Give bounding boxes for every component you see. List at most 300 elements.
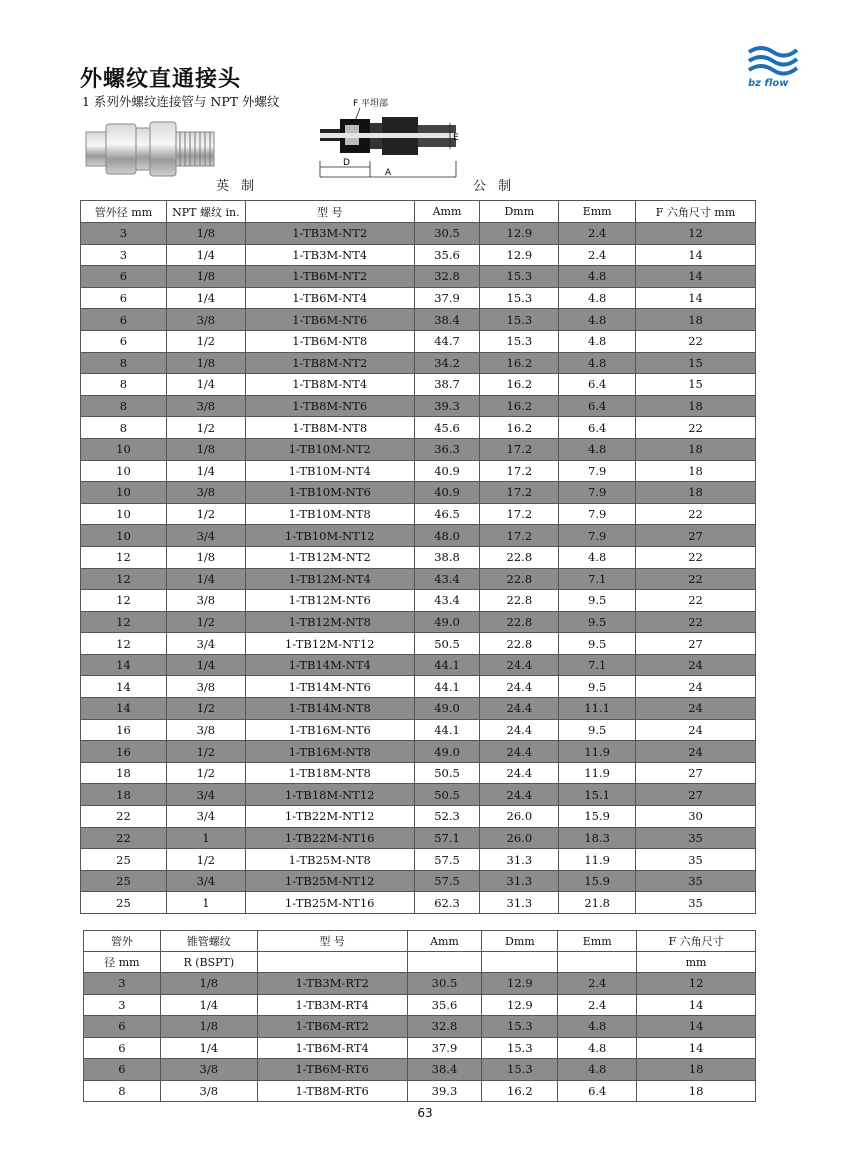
table-row: [81, 568, 756, 590]
table-cell: 1-TB3M-RT4: [257, 994, 407, 1016]
table-cell: 22.8: [480, 590, 559, 612]
table-cell: 14: [637, 994, 756, 1016]
table-cell: 4.8: [559, 438, 636, 460]
table-cell: 22: [636, 417, 756, 439]
table-cell: 39.3: [414, 395, 480, 417]
table-cell: 25: [81, 870, 167, 892]
table-cell: 44.1: [414, 676, 480, 698]
table-row: [81, 611, 756, 633]
table-cell: 1-TB8M-NT4: [245, 374, 414, 396]
table-cell: 1-TB22M-NT12: [245, 806, 414, 828]
table-cell: 14: [81, 654, 167, 676]
table-cell: 1-TB6M-RT6: [257, 1059, 407, 1081]
table-cell: 22.8: [480, 546, 559, 568]
table-cell: 22: [81, 827, 167, 849]
table-cell: 12: [81, 611, 167, 633]
table-cell: 49.0: [414, 741, 480, 763]
table-row: [81, 784, 756, 806]
table-cell: 1/4: [160, 1037, 257, 1059]
column-header: 管外: [84, 931, 161, 952]
table-cell: 14: [636, 266, 756, 288]
table-cell: 22: [636, 546, 756, 568]
table-cell: 38.4: [414, 309, 480, 331]
table-cell: 48.0: [414, 525, 480, 547]
table-cell: 3/8: [166, 590, 245, 612]
table-cell: 32.8: [414, 266, 480, 288]
table-cell: 1/2: [166, 330, 245, 352]
table-cell: 18: [636, 309, 756, 331]
table-cell: 44.1: [414, 719, 480, 741]
table-cell: 12.9: [480, 244, 559, 266]
table-cell: 15.9: [559, 870, 636, 892]
table-cell: 9.5: [559, 590, 636, 612]
table-cell: 35: [636, 870, 756, 892]
column-header: [407, 952, 482, 973]
table-cell: 37.9: [414, 287, 480, 309]
table-cell: 1/8: [166, 223, 245, 245]
table-cell: 1-TB22M-NT16: [245, 827, 414, 849]
table-cell: 1/8: [166, 266, 245, 288]
table-row: [81, 892, 756, 914]
table-cell: 50.5: [414, 762, 480, 784]
table-cell: 24: [636, 698, 756, 720]
table-cell: 3/4: [166, 870, 245, 892]
table-cell: 1-TB6M-RT4: [257, 1037, 407, 1059]
table-row: [84, 994, 756, 1016]
table-cell: 1-TB8M-NT2: [245, 352, 414, 374]
table-cell: 1-TB12M-NT12: [245, 633, 414, 655]
table-cell: 25: [81, 849, 167, 871]
table-cell: 3: [84, 973, 161, 995]
diagram-label-d: D: [343, 158, 350, 168]
table-cell: 17.2: [480, 460, 559, 482]
table-cell: 15: [636, 352, 756, 374]
table-cell: 18: [81, 762, 167, 784]
table-cell: 18: [81, 784, 167, 806]
table-row: [81, 719, 756, 741]
table-cell: 14: [636, 287, 756, 309]
table-cell: 4.8: [559, 287, 636, 309]
table-cell: 22.8: [480, 568, 559, 590]
table-cell: 3/8: [166, 395, 245, 417]
table-cell: 1-TB25M-NT16: [245, 892, 414, 914]
table-row: [81, 827, 756, 849]
table-cell: 1/4: [166, 287, 245, 309]
table-cell: 24.4: [480, 741, 559, 763]
table-cell: 1-TB12M-NT4: [245, 568, 414, 590]
table-cell: 1: [166, 827, 245, 849]
table-cell: 22.8: [480, 611, 559, 633]
table-cell: 6: [84, 1016, 161, 1038]
table-cell: 1/4: [166, 568, 245, 590]
table-cell: 1: [166, 892, 245, 914]
table-cell: 4.8: [558, 1016, 637, 1038]
table-cell: 34.2: [414, 352, 480, 374]
table-cell: 1-TB10M-NT4: [245, 460, 414, 482]
table-cell: 11.9: [559, 741, 636, 763]
table-row: [81, 223, 756, 245]
table-cell: 1/8: [166, 546, 245, 568]
table-cell: 30.5: [407, 973, 482, 995]
column-header: 型 号: [245, 201, 414, 223]
table-cell: 12: [81, 568, 167, 590]
table-cell: 1-TB16M-NT8: [245, 741, 414, 763]
table-cell: 49.0: [414, 698, 480, 720]
table-cell: 1-TB6M-RT2: [257, 1016, 407, 1038]
table-cell: 7.9: [559, 460, 636, 482]
column-header: [482, 952, 558, 973]
table-cell: 11.9: [559, 762, 636, 784]
table-cell: 1-TB12M-NT8: [245, 611, 414, 633]
table-cell: 50.5: [414, 633, 480, 655]
table-cell: 1-TB16M-NT6: [245, 719, 414, 741]
table-cell: 57.5: [414, 870, 480, 892]
table-cell: 27: [636, 762, 756, 784]
table-cell: 6: [81, 309, 167, 331]
table-cell: 1/8: [160, 1016, 257, 1038]
logo-text: bz flow: [748, 78, 789, 89]
table-cell: 16: [81, 741, 167, 763]
table-cell: 18: [637, 1059, 756, 1081]
column-header: 管外径 mm: [81, 201, 167, 223]
table-cell: 12.9: [482, 994, 558, 1016]
table-cell: 38.4: [407, 1059, 482, 1081]
table-row: [81, 417, 756, 439]
table-cell: 21.8: [559, 892, 636, 914]
table-cell: 6.4: [559, 374, 636, 396]
table-cell: 8: [81, 395, 167, 417]
column-header: Dmm: [480, 201, 559, 223]
table-cell: 1-TB25M-NT8: [245, 849, 414, 871]
table-row: [84, 1059, 756, 1081]
table-cell: 17.2: [480, 525, 559, 547]
table-cell: 27: [636, 784, 756, 806]
table-cell: 46.5: [414, 503, 480, 525]
table-cell: 22: [636, 330, 756, 352]
table-cell: 15.3: [480, 287, 559, 309]
table-cell: 11.9: [559, 849, 636, 871]
table-cell: 14: [637, 1037, 756, 1059]
table-cell: 15.3: [480, 266, 559, 288]
table-cell: 1-TB25M-NT12: [245, 870, 414, 892]
table-cell: 36.3: [414, 438, 480, 460]
table-cell: 43.4: [414, 568, 480, 590]
table-header-row: [84, 931, 756, 952]
table-cell: 2.4: [559, 244, 636, 266]
table-cell: 9.5: [559, 633, 636, 655]
table-cell: 6: [81, 330, 167, 352]
column-header: Dmm: [482, 931, 558, 952]
page-number: 63: [417, 1106, 433, 1120]
table-cell: 1-TB3M-NT4: [245, 244, 414, 266]
table-cell: 1-TB10M-NT8: [245, 503, 414, 525]
table-cell: 1-TB6M-NT4: [245, 287, 414, 309]
table-cell: 22.8: [480, 633, 559, 655]
table-row: [81, 244, 756, 266]
table-cell: 7.1: [559, 654, 636, 676]
column-header: Emm: [558, 931, 637, 952]
table-cell: 1-TB6M-NT6: [245, 309, 414, 331]
table-row: [81, 762, 756, 784]
table-cell: 30.5: [414, 223, 480, 245]
table-cell: 1/4: [166, 374, 245, 396]
table-cell: 1-TB10M-NT6: [245, 482, 414, 504]
table-cell: 3: [84, 994, 161, 1016]
table-row: [81, 352, 756, 374]
table-cell: 44.1: [414, 654, 480, 676]
table-cell: 3: [81, 244, 167, 266]
table-cell: 18: [636, 395, 756, 417]
table-cell: 15.3: [482, 1037, 558, 1059]
table-cell: 1/2: [166, 503, 245, 525]
table-cell: 6.4: [558, 1080, 637, 1102]
table-cell: 2.4: [558, 994, 637, 1016]
table-cell: 18: [637, 1080, 756, 1102]
table-cell: 12.9: [480, 223, 559, 245]
table-cell: 1-TB18M-NT8: [245, 762, 414, 784]
table-row: [81, 438, 756, 460]
table-cell: 12: [81, 633, 167, 655]
table-cell: 57.1: [414, 827, 480, 849]
diagram-label-flat: F 平坦部: [353, 99, 389, 109]
table-cell: 3/8: [166, 482, 245, 504]
table-cell: 6: [84, 1059, 161, 1081]
table-cell: 35: [636, 827, 756, 849]
table-cell: 6: [84, 1037, 161, 1059]
table-cell: 1-TB3M-NT2: [245, 223, 414, 245]
table-cell: 35.6: [414, 244, 480, 266]
table-row: [81, 460, 756, 482]
table-cell: 10: [81, 503, 167, 525]
table-cell: 3/4: [166, 784, 245, 806]
table-cell: 12: [636, 223, 756, 245]
table-cell: 1-TB3M-RT2: [257, 973, 407, 995]
table-cell: 6: [81, 266, 167, 288]
table-cell: 15.3: [482, 1016, 558, 1038]
table-cell: 14: [637, 1016, 756, 1038]
table-cell: 52.3: [414, 806, 480, 828]
table-cell: 9.5: [559, 719, 636, 741]
table-cell: 22: [636, 503, 756, 525]
table-cell: 15.1: [559, 784, 636, 806]
table-cell: 35: [636, 849, 756, 871]
table-cell: 12: [637, 973, 756, 995]
label-metric: 公 制: [473, 179, 516, 194]
table-cell: 2.4: [558, 973, 637, 995]
table-cell: 27: [636, 633, 756, 655]
table-cell: 38.8: [414, 546, 480, 568]
table-cell: 38.7: [414, 374, 480, 396]
table-cell: 17.2: [480, 503, 559, 525]
table-cell: 15.3: [480, 309, 559, 331]
table-cell: 50.5: [414, 784, 480, 806]
table-row: [84, 973, 756, 995]
table-cell: 12.9: [482, 973, 558, 995]
table-cell: 4.8: [559, 266, 636, 288]
column-header: F 六角尺寸: [637, 931, 756, 952]
table-cell: 22: [636, 611, 756, 633]
table-cell: 40.9: [414, 482, 480, 504]
table-cell: 12: [81, 590, 167, 612]
table-cell: 3/4: [166, 633, 245, 655]
table-cell: 17.2: [480, 438, 559, 460]
table-cell: 8: [81, 352, 167, 374]
diagram-label-a: A: [385, 168, 392, 178]
table-cell: 31.3: [480, 849, 559, 871]
table-cell: 1/4: [166, 654, 245, 676]
table-row: [81, 503, 756, 525]
table-cell: 1/4: [160, 994, 257, 1016]
bspt-spec-table: [83, 930, 756, 1102]
table-cell: 7.9: [559, 503, 636, 525]
table-cell: 16.2: [482, 1080, 558, 1102]
column-header: 型 号: [257, 931, 407, 952]
table-header-row: [81, 201, 756, 223]
table-cell: 10: [81, 438, 167, 460]
table-cell: 7.9: [559, 482, 636, 504]
table-cell: 16: [81, 719, 167, 741]
table-cell: 3/8: [166, 719, 245, 741]
table-row: [81, 309, 756, 331]
table-cell: 22: [81, 806, 167, 828]
table-row: [81, 676, 756, 698]
table-cell: 3/8: [160, 1059, 257, 1081]
table-cell: 6.4: [559, 395, 636, 417]
table-cell: 2.4: [559, 223, 636, 245]
table-row: [81, 806, 756, 828]
column-header: [257, 952, 407, 973]
page-subtitle: 1 系列外螺纹连接管与 NPT 外螺纹: [82, 94, 280, 109]
table-row: [81, 287, 756, 309]
table-cell: 18: [636, 438, 756, 460]
table-cell: 10: [81, 525, 167, 547]
table-cell: 18: [636, 460, 756, 482]
table-cell: 1/8: [166, 438, 245, 460]
table-row: [81, 698, 756, 720]
table-row: [81, 633, 756, 655]
table-cell: 1-TB12M-NT6: [245, 590, 414, 612]
table-cell: 24.4: [480, 719, 559, 741]
table-cell: 14: [81, 698, 167, 720]
table-cell: 4.8: [558, 1059, 637, 1081]
table-cell: 37.9: [407, 1037, 482, 1059]
table-cell: 24.4: [480, 762, 559, 784]
table-cell: 14: [636, 244, 756, 266]
table-cell: 15.3: [482, 1059, 558, 1081]
table-cell: 25: [81, 892, 167, 914]
npt-spec-table: [80, 200, 756, 914]
column-header: NPT 螺纹 in.: [166, 201, 245, 223]
column-header: R (BSPT): [160, 952, 257, 973]
column-header: [558, 952, 637, 973]
table-cell: 44.7: [414, 330, 480, 352]
table-cell: 1-TB6M-NT8: [245, 330, 414, 352]
table-row: [81, 849, 756, 871]
column-header: 锥管螺纹: [160, 931, 257, 952]
table-row: [81, 525, 756, 547]
table-cell: 43.4: [414, 590, 480, 612]
table-cell: 4.8: [559, 352, 636, 374]
table-cell: 18: [636, 482, 756, 504]
table-cell: 3/8: [166, 309, 245, 331]
table-cell: 24: [636, 741, 756, 763]
table-cell: 31.3: [480, 892, 559, 914]
table-cell: 18.3: [559, 827, 636, 849]
column-header: Emm: [559, 201, 636, 223]
table-cell: 1/2: [166, 698, 245, 720]
diagram-label-e: E: [453, 133, 459, 143]
table-cell: 1-TB14M-NT4: [245, 654, 414, 676]
column-header: 径 mm: [84, 952, 161, 973]
label-imperial: 英 制: [216, 179, 259, 194]
table-cell: 16.2: [480, 395, 559, 417]
table-cell: 1-TB6M-NT2: [245, 266, 414, 288]
table-cell: 24: [636, 676, 756, 698]
table-cell: 8: [84, 1080, 161, 1102]
table-row: [84, 1037, 756, 1059]
table-cell: 1-TB10M-NT12: [245, 525, 414, 547]
table-row: [81, 741, 756, 763]
table-cell: 31.3: [480, 870, 559, 892]
table-cell: 1/2: [166, 417, 245, 439]
table-cell: 4.8: [558, 1037, 637, 1059]
table-cell: 3/4: [166, 806, 245, 828]
table-row: [84, 1016, 756, 1038]
table-cell: 1/8: [160, 973, 257, 995]
table-cell: 24.4: [480, 784, 559, 806]
table-cell: 8: [81, 374, 167, 396]
table-cell: 10: [81, 460, 167, 482]
table-cell: 16.2: [480, 352, 559, 374]
table-cell: 10: [81, 482, 167, 504]
table-cell: 1/2: [166, 762, 245, 784]
table-cell: 11.1: [559, 698, 636, 720]
column-header: mm: [637, 952, 756, 973]
table-row: [81, 870, 756, 892]
table-cell: 15.9: [559, 806, 636, 828]
table-header-row: [84, 952, 756, 973]
table-cell: 17.2: [480, 482, 559, 504]
table-cell: 35: [636, 892, 756, 914]
table-cell: 6: [81, 287, 167, 309]
table-cell: 62.3: [414, 892, 480, 914]
table-cell: 3/4: [166, 525, 245, 547]
table-cell: 1-TB8M-NT8: [245, 417, 414, 439]
table-cell: 1/2: [166, 611, 245, 633]
table-cell: 1-TB18M-NT12: [245, 784, 414, 806]
table-cell: 24.4: [480, 676, 559, 698]
table-cell: 39.3: [407, 1080, 482, 1102]
table-cell: 15: [636, 374, 756, 396]
table-row: [81, 590, 756, 612]
table-cell: 1-TB8M-RT6: [257, 1080, 407, 1102]
column-header: Amm: [407, 931, 482, 952]
cross-section-diagram: [315, 95, 465, 185]
table-cell: 4.8: [559, 309, 636, 331]
table-cell: 4.8: [559, 546, 636, 568]
table-cell: 24.4: [480, 654, 559, 676]
column-header: Amm: [414, 201, 480, 223]
table-cell: 1-TB10M-NT2: [245, 438, 414, 460]
table-cell: 45.6: [414, 417, 480, 439]
table-cell: 57.5: [414, 849, 480, 871]
table-cell: 24.4: [480, 698, 559, 720]
table-cell: 1-TB14M-NT6: [245, 676, 414, 698]
table-cell: 49.0: [414, 611, 480, 633]
table-row: [81, 266, 756, 288]
table-cell: 22: [636, 568, 756, 590]
table-cell: 3/8: [166, 676, 245, 698]
